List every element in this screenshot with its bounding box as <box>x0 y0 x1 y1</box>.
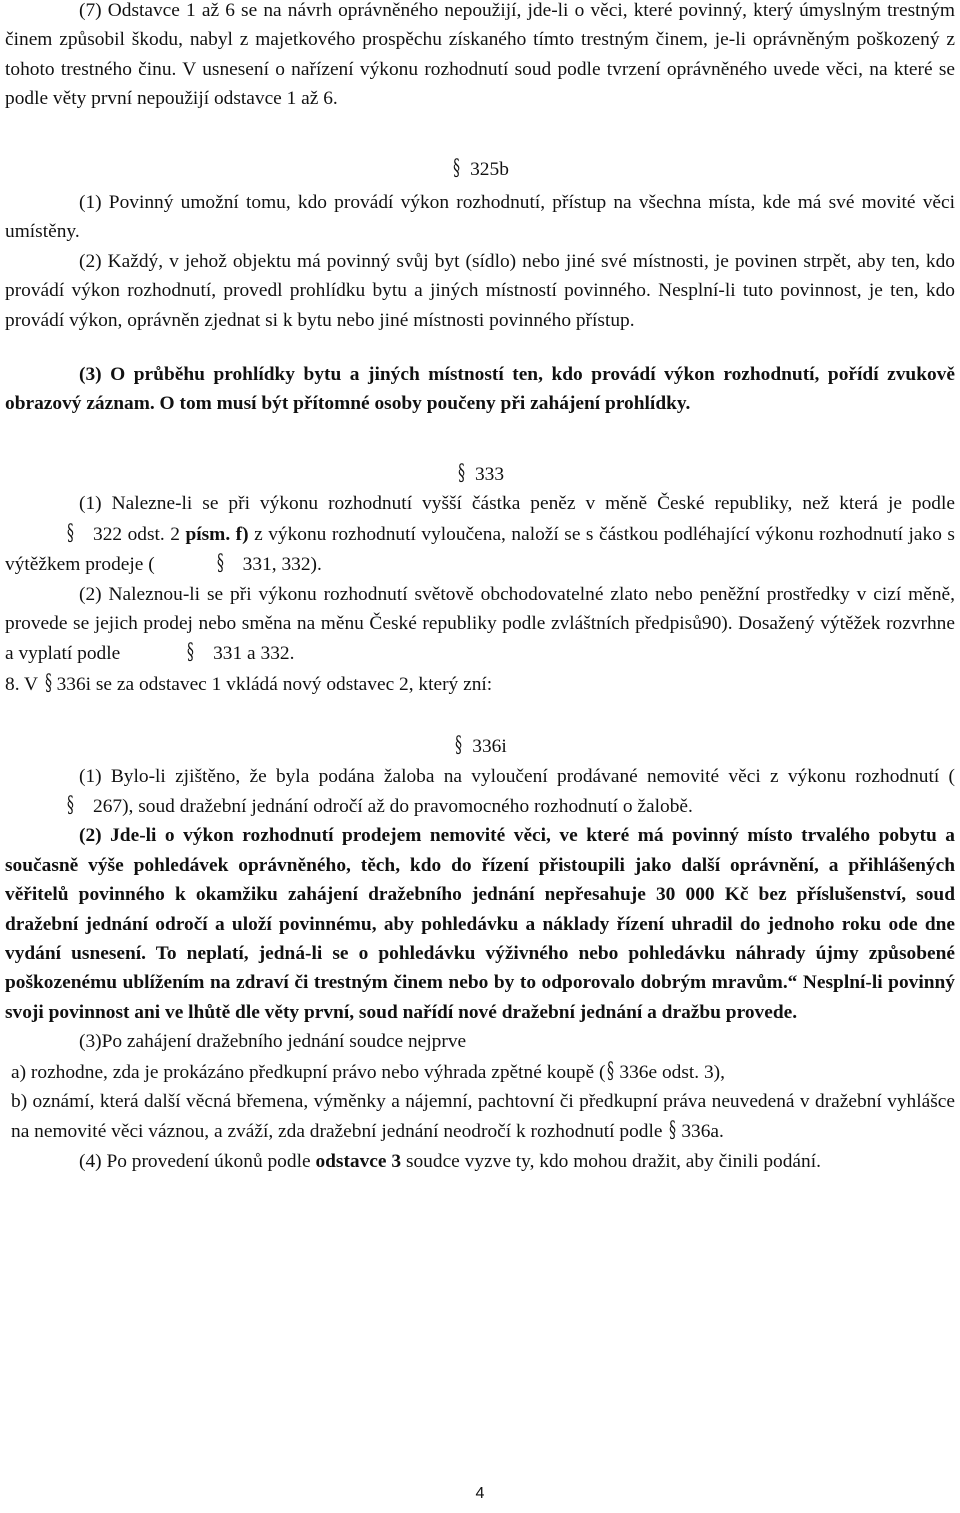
section-sign: § <box>669 1118 677 1144</box>
section-325b-title: 325b <box>470 158 509 180</box>
page-number: 4 <box>475 1485 485 1502</box>
section-sign: § <box>216 551 224 577</box>
section-333-paragraph-1: (1) Nalezne-li se při výkonu rozhodnutí vyšší částka peněz v měně České republiky, než která je podle § 322 odst. 2 písm. f) z výkonu rozhodnutí vyloučena, naloží se s částkou podléhající výkonu rozhodnutí jako s výtěžkem prodeje ( § 331, 332). <box>5 489 955 579</box>
section-333-heading <box>5 459 955 489</box>
section-325b-paragraph-3: (3) O průběhu prohlídky bytu a jiných místností ten, kdo provádí výkon rozhodnutí, pořídí zvukově obrazový záznam. O tom musí být přítomné osoby poučeny při zahájení prohlídky. <box>5 364 955 415</box>
section-333-title: 333 <box>474 463 505 485</box>
section-336i-title: 336i <box>472 736 507 758</box>
section-336i-paragraph-3: (3)Po zahájení dražebního jednání soudce nejprve <box>79 1031 467 1053</box>
section-sign: § <box>455 733 463 759</box>
section-sign: § <box>44 670 52 696</box>
section-325b-paragraph-1: (1) Povinný umožní tomu, kdo provádí výkon rozhodnutí, přístup na všechna místa, kde má své movité věci umístěny. <box>5 192 955 243</box>
section-sign: § <box>458 460 465 486</box>
section-sign: § <box>67 792 74 818</box>
section-sign: § <box>187 640 194 666</box>
item-8: 8. V § 336i se za odstavec 1 vkládá nový odstavec 2, který zní: <box>5 669 955 699</box>
section-325b-heading <box>5 154 955 184</box>
section-336i-paragraph-1: (1) Bylo-li zjištěno, že byla podána žaloba na vyloučení prodávané nemovité věci z výkonu rozhodnutí (§ 267), soud dražební jednání odročí až do pravomocného rozhodnutí o žalobě. <box>5 762 955 822</box>
section-336i-item-b: b) oznámí, která další věcná břemena, výměnky a nájemní, pachtovní či předkupní práva neuvedená v dražební vyhlášce na nemovité věci váznou, a zváží, zda dražební jednání neodročí k rozhodnutí podle § 336a. <box>5 1087 955 1147</box>
section-336i-paragraph-4: (4) Po provedení úkonů podle odstavce 3 soudce vyzve ty, kdo mohou dražit, aby činili podání. <box>79 1150 821 1172</box>
section-sign: § <box>67 520 74 546</box>
section-333-paragraph-2: (2) Naleznou-li se při výkonu rozhodnutí světově obchodovatelné zlato nebo peněžní prostředky v cizí měně, provede se jejich prodej nebo směna na měnu České republiky podle zvláštních předpisů90). Dosažený výtěžek rozvrhne a vyplatí podle § 331 a 332. <box>5 580 955 669</box>
section-325b-paragraph-2: (2) Každý, v jehož objektu má povinný svůj byt (sídlo) nebo jiné své místnosti, je povinen strpět, aby ten, kdo provádí výkon rozhodnutí, provedl prohlídku bytu a jiných místností povinného. Nesplní-li tuto povinnost, je ten, kdo provádí výkon, oprávněn zjednat si k bytu nebo jiné místnosti povinného přístup. <box>5 250 955 331</box>
section-sign: § <box>453 155 461 181</box>
section-336i-item-a: a) rozhodne, zda je prokázáno předkupní právo nebo výhrada zpětné koupě (§ 336e odst. 3), <box>5 1057 955 1087</box>
section-336i-paragraph-2: (2) Jde-li o výkon rozhodnutí prodejem nemovité věci, ve které má povinný místo trvalého pobytu a současně výše pohledávek oprávněného, těch, kdo do řízení přistoupili jako další oprávnění, a přihlášených věřitelů povinného k okamžiku zahájení dražebního jednání nepřesahuje 30 000 Kč bez příslušenství, soud dražební jednání odročí a uloží povinnému, aby pohledávku a náklady řízení uhradil do jednoho roku ode dne vydání usnesení. To neplatí, jedná-li se o pohledávku výživného nebo pohledávku náhrady újmy způsobené poškozenému ublížením na zdraví či trestným činem nebo by to odporovalo dobrým mravům.“ Nesplní-li povinný svoji povinnost ani ve lhůtě dle věty první, soud nařídí nové dražební jednání a dražbu provede. <box>5 825 955 1023</box>
paragraph-7: (7) Odstavce 1 až 6 se na návrh oprávněného nepoužijí, jde-li o věci, které povinný, který úmyslným trestným činem způsobil škodu, nabyl z majetkového prospěchu získaného tímto trestným činem, je-li oprávněným poškozený z tohoto trestného činu. V usnesení o nařízení výkonu rozhodnutí soud podle tvrzení oprávněného uvede věci, na které se podle věty první nepoužijí odstavce 1 až 6. <box>5 0 955 110</box>
section-336i-heading <box>5 731 955 761</box>
document-page <box>5 0 955 1176</box>
section-sign: § <box>607 1058 615 1084</box>
